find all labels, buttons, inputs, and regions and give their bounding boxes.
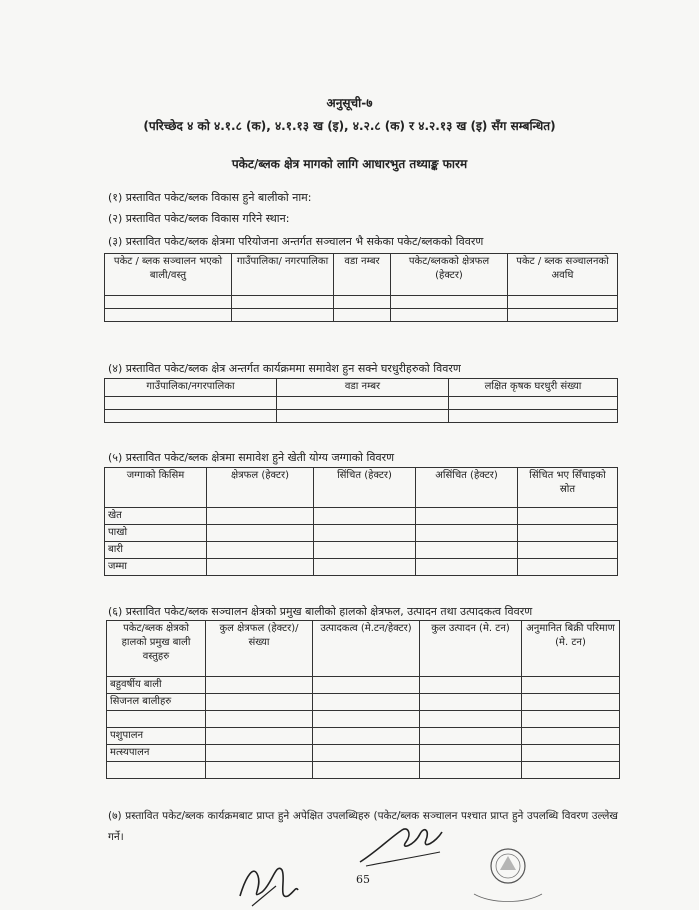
row-label: पशुपालन (107, 728, 206, 745)
item-5-heading: (५) प्रस्तावित पकेट/ब्लक क्षेत्रमा समावेश हुने खेती योग्य जग्गाको विवरण (108, 451, 395, 464)
table-row (107, 762, 620, 779)
table-row (105, 397, 618, 410)
table5-header: जग्गाको किसिम (105, 468, 207, 508)
seal-emblem-icon (468, 844, 548, 906)
annex-heading: अनुसूची-७ (326, 96, 373, 110)
table-row (105, 508, 618, 525)
table-crop-production (106, 620, 620, 779)
table6-header: पकेट/ब्लक क्षेत्रको हालको प्रमुख बाली वस्तुहरु (107, 621, 206, 677)
table6-header: अनुमानित बिक्री परिमाण (मे. टन) (522, 621, 620, 677)
row-label: पाखो (105, 525, 207, 542)
table-row (105, 296, 618, 309)
reference-heading: (परिच्छेद ४ को ४.१.८ (क), ४.१.१३ ख (इ), ४.२.८ (क) र ४.२.१३ ख (इ) सँग सम्बन्धित) (143, 119, 556, 133)
table4-header: वडा नम्बर (277, 379, 449, 397)
row-label: खेत (105, 508, 207, 525)
table3-header: पकेट / ब्लक सञ्चालन भएको बाली/वस्तु (105, 254, 232, 296)
item-6-heading: (६) प्रस्तावित पकेट/ब्लक सञ्चालन क्षेत्रको प्रमुख बालीको हालको क्षेत्रफल, उत्पादन तथा उत्पादकत्व विवरण (108, 605, 533, 618)
table5-header: सिंचित (हेक्टर) (314, 468, 416, 508)
item-2-location: (२) प्रस्तावित पकेट/ब्लक विकास गरिने स्थान: (108, 212, 290, 225)
table3-header: वडा नम्बर (334, 254, 391, 296)
table5-header: क्षेत्रफल (हेक्टर) (207, 468, 314, 508)
table6-header: कुल उत्पादन (मे. टन) (420, 621, 522, 677)
table-row (105, 309, 618, 322)
table-row (105, 559, 618, 576)
page-number: 65 (356, 873, 370, 886)
table-row (107, 694, 620, 711)
table-row (107, 677, 620, 694)
item-7-paragraph: (७) प्रस्तावित पकेट/ब्लक कार्यक्रमबाट प्राप्त हुने अपेक्षित उपलब्धिहरु (पकेट/ब्लक सञ्चालन पश्चात प्राप्त हुने उपलब्धि विवरण उल्लेख गर्ने। (108, 810, 618, 843)
item-1-crop-name: (१) प्रस्तावित पकेट/ब्लक विकास हुने बालीको नाम: (108, 191, 312, 204)
table5-header: असिंचित (हेक्टर) (416, 468, 518, 508)
table-row (107, 745, 620, 762)
table-existing-pockets (104, 253, 618, 322)
table3-header: पकेट / ब्लक सञ्चालनको अवधि (508, 254, 618, 296)
table-row (107, 728, 620, 745)
table-row (105, 525, 618, 542)
signature-left (232, 856, 302, 910)
table-row (107, 711, 620, 728)
row-label (107, 711, 206, 728)
row-label: बारी (105, 542, 207, 559)
row-label (107, 762, 206, 779)
table3-header: गाउँपालिका/ नगरपालिका (232, 254, 334, 296)
table-households (104, 378, 618, 423)
table-row (105, 542, 618, 559)
table4-header: गाउँपालिका/नगरपालिका (105, 379, 277, 397)
table6-header: उत्पादकत्व (मे.टन/हेक्टर) (313, 621, 420, 677)
government-seal (468, 844, 548, 910)
table3-header: पकेट/ब्लकको क्षेत्रफल (हेक्टर) (391, 254, 508, 296)
signature-center (356, 812, 446, 870)
item-4-heading: (४) प्रस्तावित पकेट/ब्लक क्षेत्र अन्तर्गत कार्यक्रममा समावेश हुन सक्ने घरधुरीहरुको विवरण (108, 362, 461, 375)
row-label: सिजनल बालीहरु (107, 694, 206, 711)
table-row (105, 410, 618, 423)
table6-header: कुल क्षेत्रफल (हेक्टर)/संख्या (206, 621, 313, 677)
table-land (104, 467, 618, 576)
row-label: बहुवर्षीय बाली (107, 677, 206, 694)
row-label: मत्स्यपालन (107, 745, 206, 762)
table4-header: लक्षित कृषक घरधुरी संख्या (449, 379, 618, 397)
table5-header: सिंचित भए सिँचाइको स्रोत (518, 468, 618, 508)
form-title: पकेट/ब्लक क्षेत्र मागको लागि आधारभुत तथ्याङ्क फारम (231, 157, 468, 171)
item-3-heading: (३) प्रस्तावित पकेट/ब्लक क्षेत्रमा परियोजना अन्तर्गत सञ्चालन भै सकेका पकेट/ब्लकको विवरण (108, 235, 484, 248)
row-label: जम्मा (105, 559, 207, 576)
